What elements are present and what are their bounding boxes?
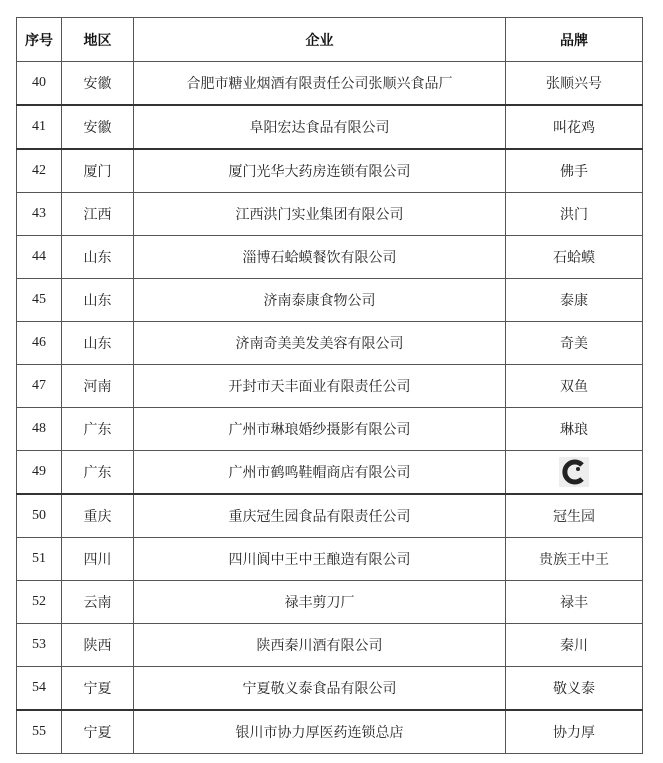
row-region: 山东 [62,236,134,279]
row-number: 53 [17,624,62,667]
row-company: 开封市天丰面业有限责任公司 [134,365,506,408]
header-no: 序号 [17,18,62,62]
row-company: 阜阳宏达食品有限公司 [134,105,506,149]
row-region: 厦门 [62,149,134,193]
row-brand: 琳琅 [506,408,643,451]
row-number: 51 [17,538,62,581]
row-number: 47 [17,365,62,408]
table-row [17,408,643,451]
row-number: 40 [17,62,62,106]
row-number: 42 [17,149,62,193]
header-brand: 品牌 [506,18,643,62]
row-number: 49 [17,451,62,495]
row-brand: 秦川 [506,624,643,667]
row-region: 四川 [62,538,134,581]
row-number: 45 [17,279,62,322]
row-company: 淄博石蛤蟆餐饮有限公司 [134,236,506,279]
row-region: 广东 [62,408,134,451]
row-company: 四川阆中王中王酿造有限公司 [134,538,506,581]
table-row [17,667,643,711]
row-brand: 叫花鸡 [506,105,643,149]
row-number: 50 [17,494,62,538]
table-row [17,710,643,754]
crane-logo-icon [559,457,589,487]
table-row [17,538,643,581]
table-row [17,193,643,236]
table-row [17,105,643,149]
row-region: 安徽 [62,62,134,106]
row-company: 重庆冠生园食品有限责任公司 [134,494,506,538]
row-region: 云南 [62,581,134,624]
table-row [17,451,643,495]
table-row [17,624,643,667]
row-brand [506,451,643,495]
row-region: 陕西 [62,624,134,667]
header-company: 企业 [134,18,506,62]
row-company: 禄丰剪刀厂 [134,581,506,624]
row-number: 41 [17,105,62,149]
row-number: 43 [17,193,62,236]
row-number: 52 [17,581,62,624]
row-region: 安徽 [62,105,134,149]
table-row [17,494,643,538]
row-region: 广东 [62,451,134,495]
table-row [17,149,643,193]
table-row [17,365,643,408]
row-region: 山东 [62,322,134,365]
row-brand: 石蛤蟆 [506,236,643,279]
row-number: 44 [17,236,62,279]
row-number: 46 [17,322,62,365]
row-number: 48 [17,408,62,451]
table-row [17,279,643,322]
table-row [17,236,643,279]
row-brand: 佛手 [506,149,643,193]
row-brand: 双鱼 [506,365,643,408]
table-row [17,322,643,365]
row-region: 重庆 [62,494,134,538]
row-company: 宁夏敬义泰食品有限公司 [134,667,506,711]
row-company: 合肥市糖业烟酒有限责任公司张顺兴食品厂 [134,62,506,106]
row-company: 厦门光华大药房连锁有限公司 [134,149,506,193]
row-brand: 张顺兴号 [506,62,643,106]
row-brand: 协力厚 [506,710,643,754]
row-brand: 洪门 [506,193,643,236]
row-region: 河南 [62,365,134,408]
table-row [17,62,643,106]
row-region: 宁夏 [62,667,134,711]
row-region: 宁夏 [62,710,134,754]
brand-table [16,17,643,754]
row-number: 54 [17,667,62,711]
row-company: 济南泰康食物公司 [134,279,506,322]
header-region: 地区 [62,18,134,62]
row-company: 广州市鹤鸣鞋帽商店有限公司 [134,451,506,495]
row-brand: 奇美 [506,322,643,365]
table-header-row [17,18,643,62]
row-company: 江西洪门实业集团有限公司 [134,193,506,236]
row-brand: 敬义泰 [506,667,643,711]
row-region: 山东 [62,279,134,322]
row-brand: 贵族王中王 [506,538,643,581]
row-company: 陕西秦川酒有限公司 [134,624,506,667]
row-brand: 禄丰 [506,581,643,624]
row-number: 55 [17,710,62,754]
row-company: 广州市琳琅婚纱摄影有限公司 [134,408,506,451]
row-brand: 冠生园 [506,494,643,538]
row-company: 银川市协力厚医药连锁总店 [134,710,506,754]
row-brand: 泰康 [506,279,643,322]
row-region: 江西 [62,193,134,236]
row-company: 济南奇美美发美容有限公司 [134,322,506,365]
table-row [17,581,643,624]
